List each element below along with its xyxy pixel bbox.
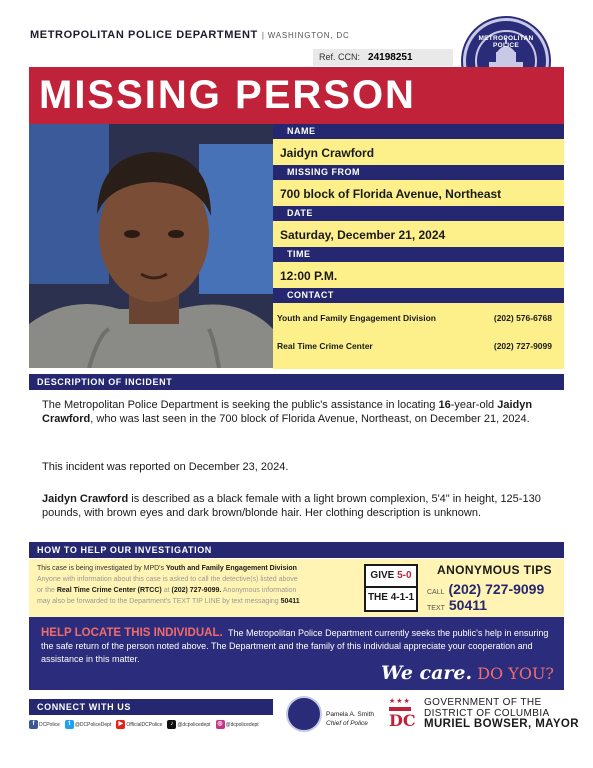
mpd-seal-icon — [286, 696, 322, 732]
help-rtcc-phone[interactable]: (202) 727-9099. — [171, 587, 222, 594]
person-name: Jaidyn Crawford — [42, 399, 533, 425]
help-text: or the — [37, 587, 57, 594]
social-handle: @DCPoliceDept — [74, 721, 112, 728]
description-paragraph-1 — [42, 398, 552, 426]
social-handle: OfficialDCPolice — [126, 721, 163, 728]
help-heading: HOW TO HELP OUR INVESTIGATION — [29, 542, 564, 558]
social-link-facebook[interactable] — [29, 720, 60, 729]
description-text: -year-old — [450, 399, 498, 411]
text-label: TEXT — [427, 605, 445, 612]
portrait-image — [29, 124, 273, 368]
date-value: Saturday, December 21, 2024 — [273, 221, 564, 247]
help-text: Anyone with information about this case is asked to call the detective(s) listed above — [37, 576, 298, 583]
contact-phone[interactable]: (202) 727-9099 — [493, 341, 552, 351]
tiktok-icon: ♪ — [167, 720, 176, 729]
help-locate-text — [41, 627, 552, 666]
anonymous-tips — [427, 563, 561, 613]
person-age: 16 — [438, 399, 451, 411]
give-50-logo — [364, 564, 418, 612]
do-you-text: DO YOU? — [472, 664, 554, 683]
description-text: is described as a black female with a light brown complexion, 5'4" in height, 125-130 pounds, with brown eyes and dark brown/blonde hair. Her clothing description is unknown. — [42, 493, 541, 519]
twitter-icon: t — [65, 720, 74, 729]
chief-title: Chief of Police — [326, 720, 368, 727]
help-rtcc: Real Time Crime Center (RTCC) — [56, 587, 162, 594]
ccn-label: Ref. CCN: — [319, 52, 361, 62]
chief-name: Pamela A. Smith — [326, 711, 375, 718]
gov-line: GOVERNMENT OF THE — [424, 697, 542, 708]
contact-row — [277, 341, 552, 351]
help-text-line[interactable]: 50411 — [280, 598, 300, 605]
tip-call-row — [427, 581, 561, 597]
social-link-instagram[interactable] — [216, 720, 259, 729]
social-link-tiktok[interactable] — [167, 720, 210, 729]
tip-text-row — [427, 597, 561, 613]
missing-from-value: 700 block of Florida Avenue, Northeast — [273, 180, 564, 206]
missing-from-label: MISSING FROM — [273, 165, 564, 180]
call-label: CALL — [427, 589, 445, 596]
ccn-value: 24198251 — [368, 52, 413, 63]
description-paragraph-2: This incident was reported on December 23, 2024. — [42, 461, 289, 473]
dc-stars-icon: ★★★ — [389, 698, 411, 705]
department-name: METROPOLITAN POLICE DEPARTMENT — [30, 29, 258, 41]
description-paragraph-3 — [42, 492, 552, 520]
social-handle: @dcpolicedept — [177, 721, 211, 728]
dc-government-text — [424, 697, 579, 730]
social-link-youtube[interactable] — [116, 720, 162, 729]
name-label: NAME — [273, 124, 564, 139]
help-locate-body: The Metropolitan Police Department currently seeks the public's help in ensuring the safe return of the person noted above. The Department and the family of this individual appreciate your cooperation and assistance in this matter. — [41, 628, 549, 664]
instagram-icon: ◎ — [217, 721, 223, 727]
facebook-icon: f — [29, 720, 38, 729]
help-text: at — [161, 587, 172, 594]
give-text: GIVE — [370, 570, 398, 581]
youtube-icon: ▶ — [116, 720, 125, 729]
help-locate-heading: HELP LOCATE THIS INDIVIDUAL. — [41, 627, 223, 639]
anonymous-tips-heading: ANONYMOUS TIPS — [437, 563, 552, 577]
tip-text-number[interactable]: 50411 — [448, 597, 488, 613]
dc-flag-logo — [389, 697, 419, 732]
gov-line: DISTRICT OF COLUMBIA — [424, 708, 550, 719]
help-text: This case is being investigated by MPD's — [37, 565, 166, 572]
social-handle: @dcpolicedept — [225, 721, 259, 728]
missing-person-photo — [29, 124, 273, 368]
dc-mark: DC — [389, 711, 416, 730]
tip-call-number[interactable]: (202) 727-9099 — [448, 581, 545, 597]
give-411-text: THE 4-1-1 — [367, 592, 415, 603]
social-link-twitter[interactable] — [65, 720, 111, 729]
department-header — [30, 29, 350, 41]
help-locate-panel — [29, 617, 564, 690]
contact-name: Real Time Crime Center — [277, 341, 373, 351]
person-name: Jaidyn Crawford — [42, 493, 129, 505]
department-location: | WASHINGTON, DC — [261, 31, 350, 40]
time-value: 12:00 P.M. — [273, 262, 564, 288]
description-heading: DESCRIPTION OF INCIDENT — [29, 374, 564, 390]
social-links — [29, 720, 279, 729]
banner-title: MISSING PERSON — [39, 73, 416, 117]
missing-person-banner — [29, 67, 564, 124]
help-text: may also be forwarded to the Department's TEXT TIP LINE by text messaging — [37, 598, 281, 605]
help-text: Anonymous information — [221, 587, 297, 594]
contact-name: Youth and Family Engagement Division — [277, 313, 437, 323]
social-handle: DCPolice — [39, 721, 60, 728]
contact-phone[interactable]: (202) 576-6768 — [493, 313, 552, 323]
description-text: The Metropolitan Police Department is seeking the public's assistance in locating — [42, 399, 439, 411]
person-info-panel — [273, 124, 564, 368]
time-label: TIME — [273, 247, 564, 262]
badge-title: METROPOLITAN POLICE — [478, 35, 534, 49]
we-care-text: We care. — [381, 662, 473, 684]
contact-label: CONTACT — [273, 288, 564, 303]
contact-list — [273, 303, 564, 369]
help-instructions — [37, 563, 367, 607]
description-text: , who was last seen in the 700 block of Florida Avenue, Northeast, on December 21, 2024. — [90, 413, 530, 425]
date-label: DATE — [273, 206, 564, 221]
chief-signature — [326, 710, 374, 728]
ccn-box — [313, 49, 453, 66]
connect-heading: CONNECT WITH US — [29, 699, 273, 715]
give-50-text: 5-0 — [397, 570, 412, 581]
give-50-top — [366, 566, 416, 588]
mayor-name: MURIEL BOWSER, MAYOR — [424, 718, 579, 730]
help-division: Youth and Family Engagement Division — [165, 565, 297, 572]
name-value: Jaidyn Crawford — [273, 139, 564, 165]
contact-row — [277, 313, 552, 323]
help-panel — [29, 559, 564, 617]
we-care-slogan — [381, 662, 554, 684]
